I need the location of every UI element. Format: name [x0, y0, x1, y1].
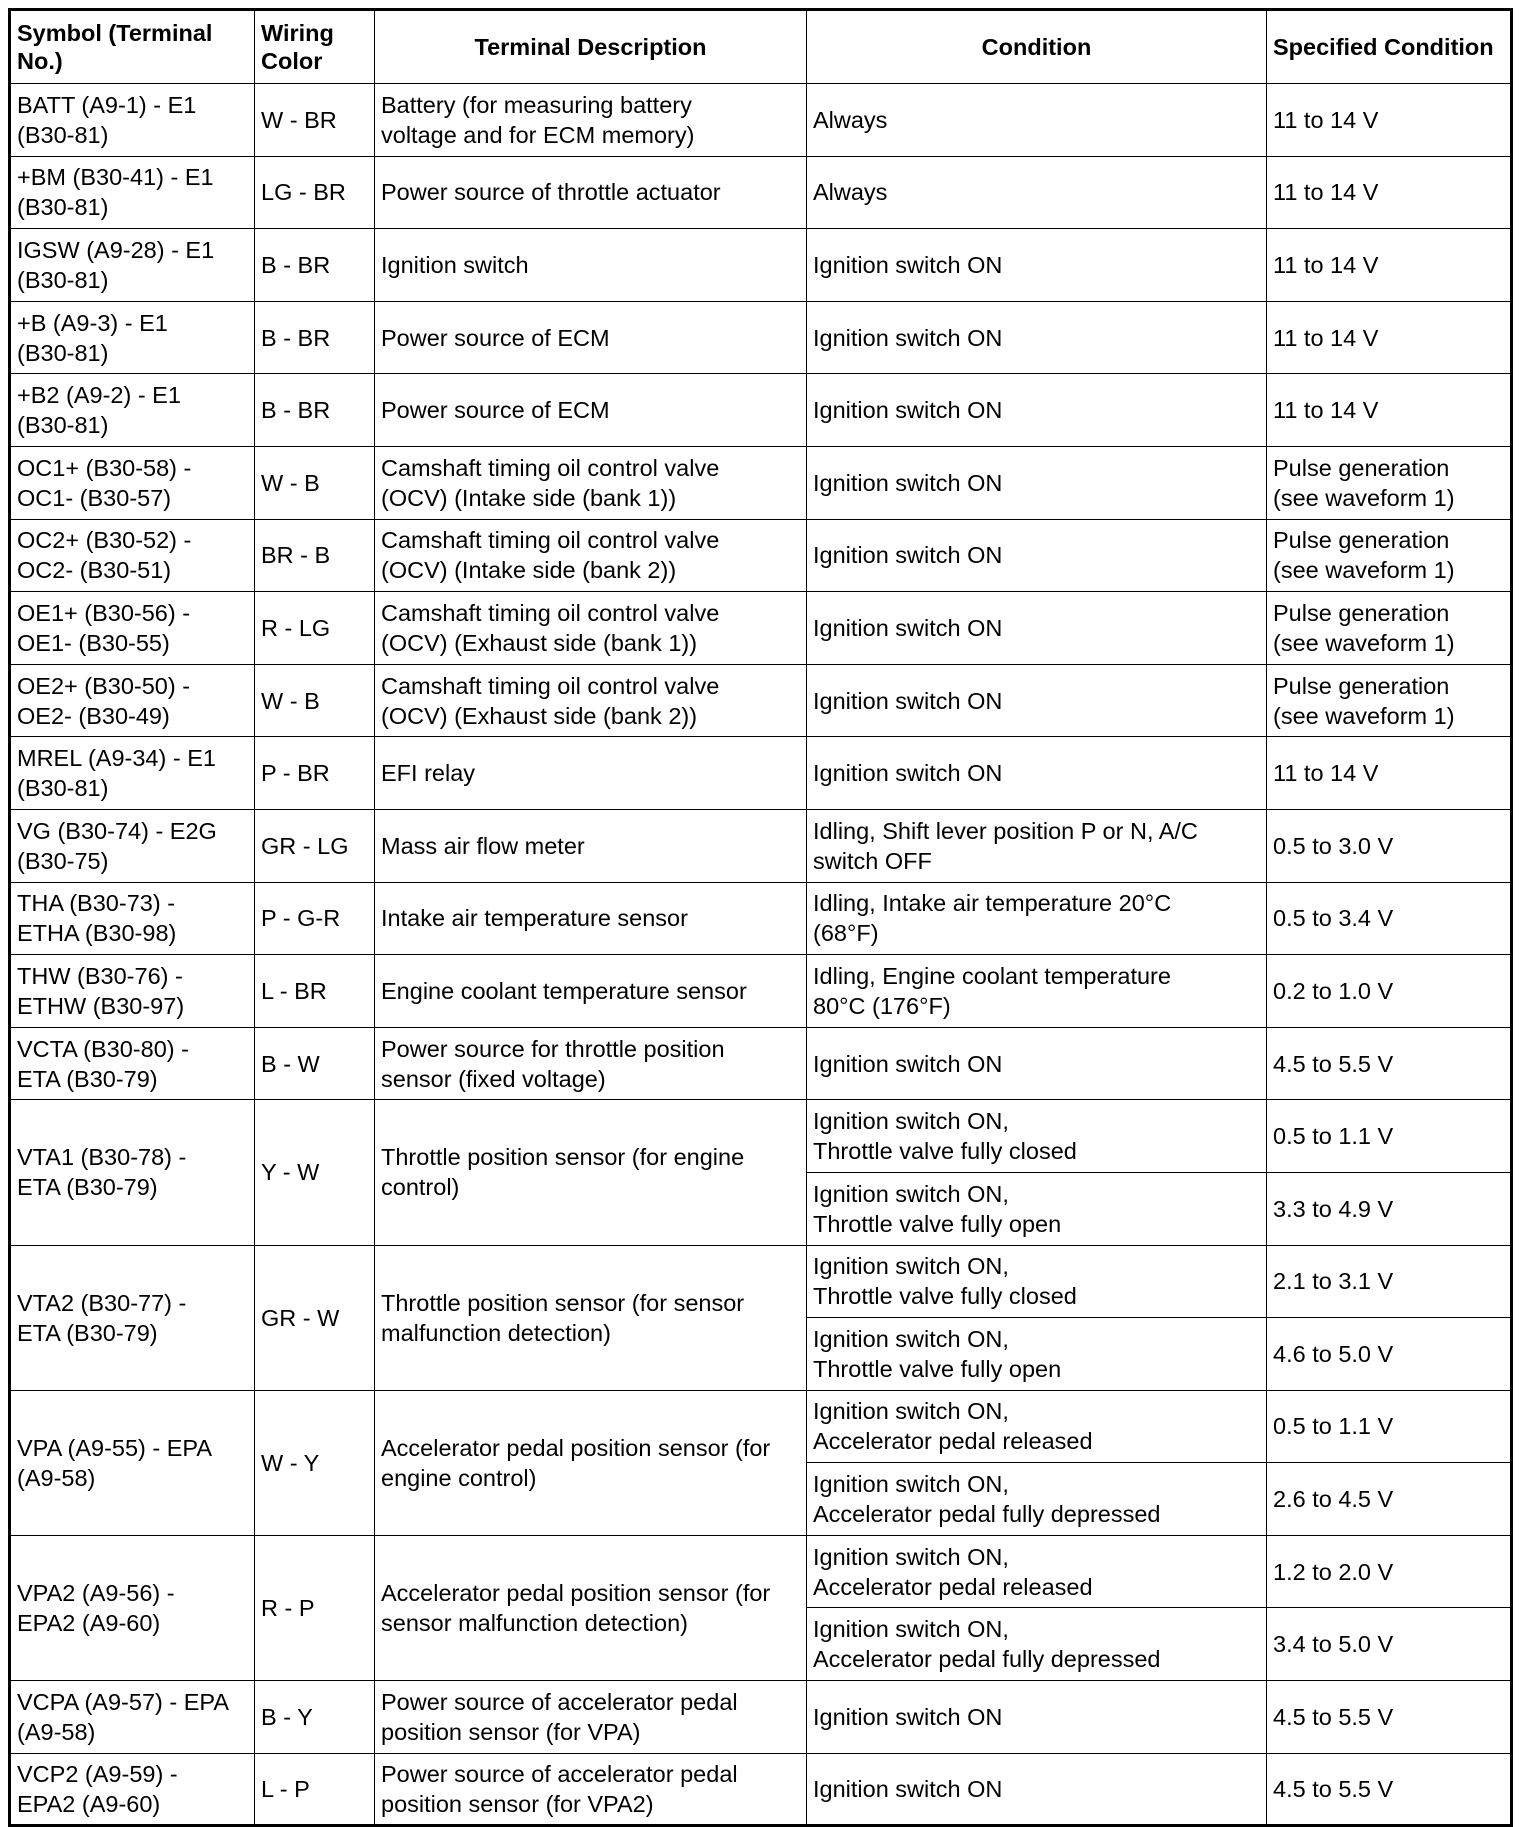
terminal-description-cell: Power source of accelerator pedal position sensor (for VPA): [375, 1681, 807, 1754]
table-row: [10, 374, 1512, 447]
table-row: [10, 1027, 1512, 1100]
condition-cell: Idling, Engine coolant temperature 80°C (176°F): [807, 955, 1267, 1028]
symbol-cell: OC1+ (B30-58) - OC1- (B30-57): [10, 446, 255, 519]
symbol-cell: OE2+ (B30-50) - OE2- (B30-49): [10, 664, 255, 737]
terminal-description-cell: Camshaft timing oil control valve (OCV) (Intake side (bank 2)): [375, 519, 807, 592]
table-row: [10, 1390, 1512, 1463]
table-row: [10, 84, 1512, 157]
table-header-row: [10, 10, 1512, 84]
terminal-description-cell: Power source for throttle position sensor (fixed voltage): [375, 1027, 807, 1100]
condition-cell: Ignition switch ON, Accelerator pedal fully depressed: [807, 1608, 1267, 1681]
symbol-cell: BATT (A9-1) - E1 (B30-81): [10, 84, 255, 157]
table-row: [10, 592, 1512, 665]
header-condition: Condition: [807, 10, 1267, 84]
symbol-cell: MREL (A9-34) - E1 (B30-81): [10, 737, 255, 810]
terminal-description-cell: Battery (for measuring battery voltage and for ECM memory): [375, 84, 807, 157]
condition-cell: Always: [807, 84, 1267, 157]
symbol-cell: VCP2 (A9-59) - EPA2 (A9-60): [10, 1753, 255, 1826]
condition-cell: Ignition switch ON: [807, 301, 1267, 374]
specified-condition-cell: 11 to 14 V: [1267, 229, 1512, 302]
specified-condition-cell: 0.2 to 1.0 V: [1267, 955, 1512, 1028]
condition-cell: Ignition switch ON: [807, 592, 1267, 665]
specified-condition-cell: Pulse generation (see waveform 1): [1267, 519, 1512, 592]
table-row: [10, 301, 1512, 374]
table-row: [10, 809, 1512, 882]
terminal-description-cell: EFI relay: [375, 737, 807, 810]
wiring-color-cell: B - W: [255, 1027, 375, 1100]
wiring-color-cell: Y - W: [255, 1100, 375, 1245]
symbol-cell: VTA1 (B30-78) - ETA (B30-79): [10, 1100, 255, 1245]
condition-cell: Ignition switch ON, Throttle valve fully open: [807, 1318, 1267, 1391]
table-body: [10, 84, 1512, 1826]
table-row: [10, 955, 1512, 1028]
terminal-description-cell: Throttle position sensor (for engine control): [375, 1100, 807, 1245]
terminal-description-cell: Camshaft timing oil control valve (OCV) (Exhaust side (bank 2)): [375, 664, 807, 737]
symbol-cell: OE1+ (B30-56) - OE1- (B30-55): [10, 592, 255, 665]
condition-cell: Ignition switch ON: [807, 374, 1267, 447]
terminal-description-cell: Power source of ECM: [375, 301, 807, 374]
specified-condition-cell: 11 to 14 V: [1267, 374, 1512, 447]
wiring-color-cell: BR - B: [255, 519, 375, 592]
specified-condition-cell: Pulse generation (see waveform 1): [1267, 664, 1512, 737]
wiring-color-cell: B - BR: [255, 301, 375, 374]
symbol-cell: VPA2 (A9-56) - EPA2 (A9-60): [10, 1535, 255, 1680]
condition-cell: Ignition switch ON, Throttle valve fully closed: [807, 1100, 1267, 1173]
symbol-cell: +B2 (A9-2) - E1 (B30-81): [10, 374, 255, 447]
terminal-description-cell: Ignition switch: [375, 229, 807, 302]
wiring-color-cell: W - B: [255, 664, 375, 737]
wiring-color-cell: L - P: [255, 1753, 375, 1826]
condition-cell: Ignition switch ON: [807, 737, 1267, 810]
symbol-cell: THA (B30-73) - ETHA (B30-98): [10, 882, 255, 955]
header-specified-condition: Specified Condition: [1267, 10, 1512, 84]
table-row: [10, 446, 1512, 519]
terminal-spec-table: [8, 8, 1513, 1827]
terminal-description-cell: Accelerator pedal position sensor (for sensor malfunction detection): [375, 1535, 807, 1680]
symbol-cell: IGSW (A9-28) - E1 (B30-81): [10, 229, 255, 302]
specified-condition-cell: Pulse generation (see waveform 1): [1267, 592, 1512, 665]
symbol-cell: THW (B30-76) - ETHW (B30-97): [10, 955, 255, 1028]
terminal-description-cell: Engine coolant temperature sensor: [375, 955, 807, 1028]
condition-cell: Ignition switch ON, Throttle valve fully open: [807, 1172, 1267, 1245]
specified-condition-cell: 1.2 to 2.0 V: [1267, 1535, 1512, 1608]
terminal-description-cell: Power source of ECM: [375, 374, 807, 447]
wiring-color-cell: B - BR: [255, 229, 375, 302]
terminal-description-cell: Camshaft timing oil control valve (OCV) (Intake side (bank 1)): [375, 446, 807, 519]
condition-cell: Ignition switch ON: [807, 1681, 1267, 1754]
wiring-color-cell: P - BR: [255, 737, 375, 810]
symbol-cell: VTA2 (B30-77) - ETA (B30-79): [10, 1245, 255, 1390]
table-row: [10, 1100, 1512, 1173]
table-row: [10, 737, 1512, 810]
terminal-description-cell: Mass air flow meter: [375, 809, 807, 882]
symbol-cell: VPA (A9-55) - EPA (A9-58): [10, 1390, 255, 1535]
specified-condition-cell: 3.3 to 4.9 V: [1267, 1172, 1512, 1245]
table-row: [10, 229, 1512, 302]
wiring-color-cell: R - P: [255, 1535, 375, 1680]
specified-condition-cell: 11 to 14 V: [1267, 737, 1512, 810]
wiring-color-cell: W - Y: [255, 1390, 375, 1535]
terminal-description-cell: Throttle position sensor (for sensor malfunction detection): [375, 1245, 807, 1390]
wiring-color-cell: B - Y: [255, 1681, 375, 1754]
specified-condition-cell: 2.1 to 3.1 V: [1267, 1245, 1512, 1318]
wiring-color-cell: W - BR: [255, 84, 375, 157]
symbol-cell: VG (B30-74) - E2G (B30-75): [10, 809, 255, 882]
specified-condition-cell: 0.5 to 1.1 V: [1267, 1390, 1512, 1463]
condition-cell: Ignition switch ON: [807, 229, 1267, 302]
condition-cell: Idling, Shift lever position P or N, A/C switch OFF: [807, 809, 1267, 882]
specified-condition-cell: 2.6 to 4.5 V: [1267, 1463, 1512, 1536]
terminal-description-cell: Accelerator pedal position sensor (for engine control): [375, 1390, 807, 1535]
table-row: [10, 156, 1512, 229]
specified-condition-cell: 4.6 to 5.0 V: [1267, 1318, 1512, 1391]
wiring-color-cell: L - BR: [255, 955, 375, 1028]
wiring-color-cell: W - B: [255, 446, 375, 519]
condition-cell: Ignition switch ON: [807, 1753, 1267, 1826]
terminal-description-cell: Camshaft timing oil control valve (OCV) (Exhaust side (bank 1)): [375, 592, 807, 665]
symbol-cell: +BM (B30-41) - E1 (B30-81): [10, 156, 255, 229]
header-terminal-description: Terminal Description: [375, 10, 807, 84]
table-row: [10, 519, 1512, 592]
symbol-cell: VCPA (A9-57) - EPA (A9-58): [10, 1681, 255, 1754]
table-row: [10, 664, 1512, 737]
specified-condition-cell: 0.5 to 3.4 V: [1267, 882, 1512, 955]
symbol-cell: OC2+ (B30-52) - OC2- (B30-51): [10, 519, 255, 592]
condition-cell: Ignition switch ON, Accelerator pedal released: [807, 1535, 1267, 1608]
condition-cell: Ignition switch ON: [807, 1027, 1267, 1100]
table-row: [10, 1535, 1512, 1608]
terminal-description-cell: Power source of throttle actuator: [375, 156, 807, 229]
wiring-color-cell: P - G-R: [255, 882, 375, 955]
condition-cell: Ignition switch ON, Throttle valve fully closed: [807, 1245, 1267, 1318]
header-symbol: Symbol (Terminal No.): [10, 10, 255, 84]
specified-condition-cell: Pulse generation (see waveform 1): [1267, 446, 1512, 519]
specified-condition-cell: 11 to 14 V: [1267, 156, 1512, 229]
terminal-description-cell: Power source of accelerator pedal position sensor (for VPA2): [375, 1753, 807, 1826]
condition-cell: Ignition switch ON, Accelerator pedal fully depressed: [807, 1463, 1267, 1536]
specified-condition-cell: 11 to 14 V: [1267, 84, 1512, 157]
condition-cell: Ignition switch ON: [807, 664, 1267, 737]
header-wiring-color: Wiring Color: [255, 10, 375, 84]
table-row: [10, 882, 1512, 955]
table-row: [10, 1681, 1512, 1754]
wiring-color-cell: R - LG: [255, 592, 375, 665]
specified-condition-cell: 4.5 to 5.5 V: [1267, 1681, 1512, 1754]
specified-condition-cell: 11 to 14 V: [1267, 301, 1512, 374]
condition-cell: Idling, Intake air temperature 20°C (68°F): [807, 882, 1267, 955]
wiring-color-cell: GR - W: [255, 1245, 375, 1390]
condition-cell: Ignition switch ON: [807, 519, 1267, 592]
condition-cell: Always: [807, 156, 1267, 229]
terminal-description-cell: Intake air temperature sensor: [375, 882, 807, 955]
specified-condition-cell: 3.4 to 5.0 V: [1267, 1608, 1512, 1681]
specified-condition-cell: 4.5 to 5.5 V: [1267, 1027, 1512, 1100]
table-row: [10, 1245, 1512, 1318]
specified-condition-cell: 0.5 to 3.0 V: [1267, 809, 1512, 882]
symbol-cell: +B (A9-3) - E1 (B30-81): [10, 301, 255, 374]
wiring-color-cell: LG - BR: [255, 156, 375, 229]
wiring-color-cell: GR - LG: [255, 809, 375, 882]
condition-cell: Ignition switch ON, Accelerator pedal released: [807, 1390, 1267, 1463]
wiring-color-cell: B - BR: [255, 374, 375, 447]
symbol-cell: VCTA (B30-80) - ETA (B30-79): [10, 1027, 255, 1100]
specified-condition-cell: 0.5 to 1.1 V: [1267, 1100, 1512, 1173]
table-row: [10, 1753, 1512, 1826]
specified-condition-cell: 4.5 to 5.5 V: [1267, 1753, 1512, 1826]
condition-cell: Ignition switch ON: [807, 446, 1267, 519]
